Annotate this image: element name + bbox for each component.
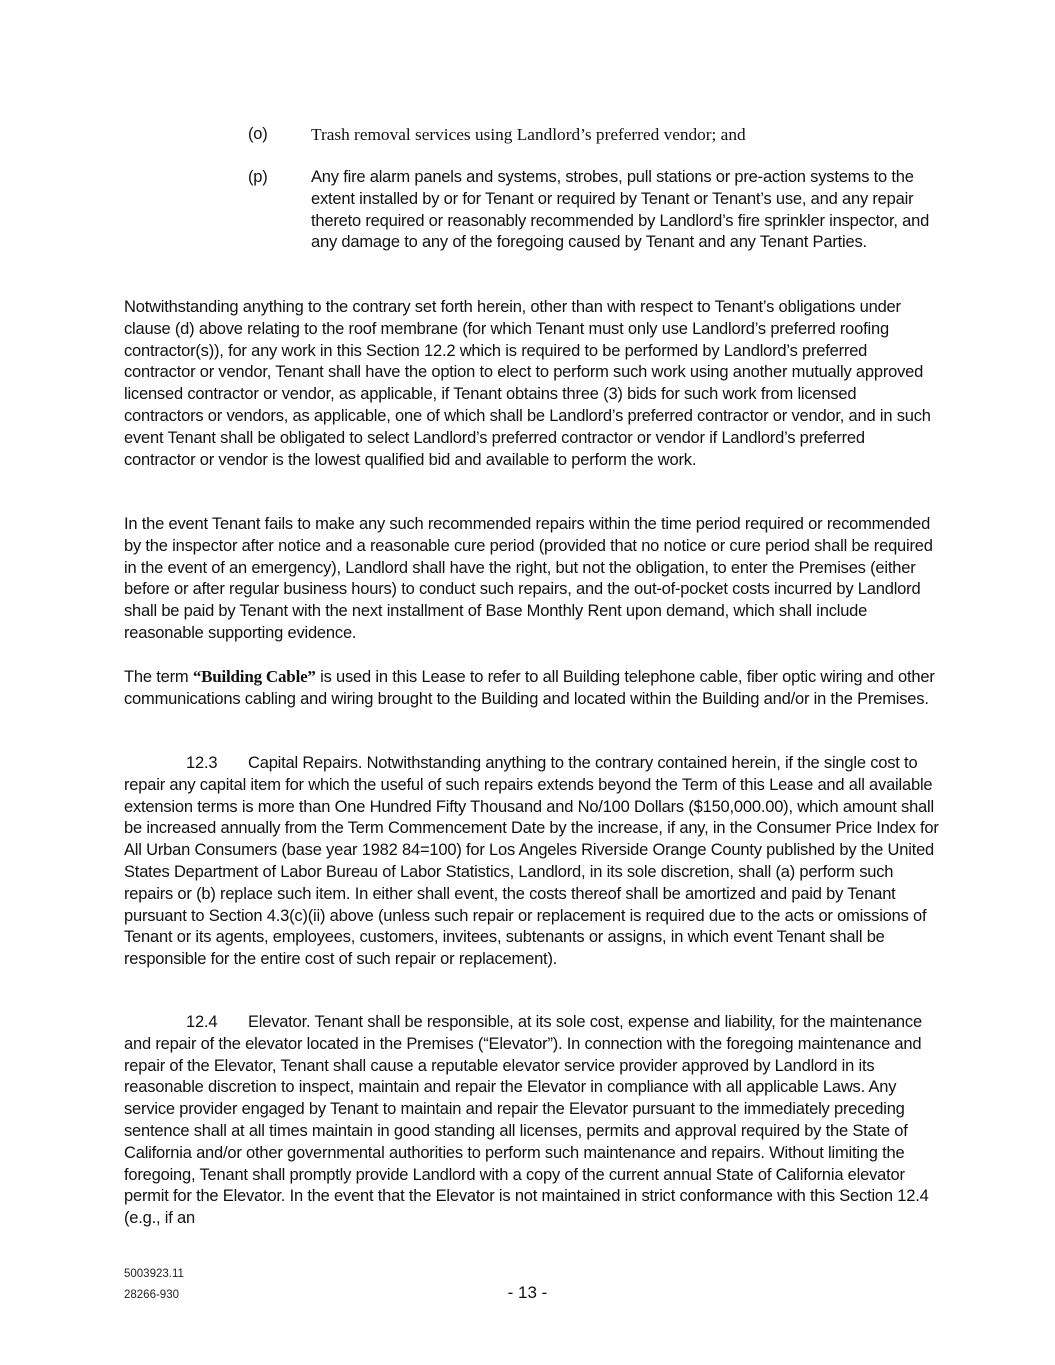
section-12-3: [124, 753, 939, 971]
section-number: 12.3: [186, 754, 218, 772]
paragraph-text: Notwithstanding anything to the contrary set forth herein, other than with respect to Tenant’s obligations under clause (d) above relating to the roof membrane (for which Tenant must only use Landlord’s preferred roofing contractor(s)), for any work in this Section 12.2 which is required to be performed by Landlord’s preferred contractor or vendor, Tenant shall have the option to elect to perform such work using another mutually approved licensed contractor or vendor, as applicable, if Tenant obtains three (3) bids for such work from licensed contractors or vendors, as applicable, one of which shall be Landlord’s preferred contractor or vendor, and in such event Tenant shall be obligated to select Landlord’s preferred contractor or vendor if Landlord’s preferred contractor or vendor is the lowest qualified bid and available to perform the work.: [124, 298, 931, 469]
paragraph-notwithstanding: [124, 297, 939, 471]
list-item-text: Trash removal services using Landlord’s preferred vendor; and: [311, 125, 746, 144]
footer-matter-id: 28266-930: [124, 1289, 179, 1301]
cable-rest: is used in this Lease to refer to all Building telephone cable, fiber optic wiring and other communications cabling and wiring brought to the Building and located within the Building and/or in the Premises.: [124, 668, 935, 708]
cable-prefix: The term: [124, 668, 193, 686]
list-item-label: (p): [248, 168, 268, 186]
paragraph-event-fails: [124, 514, 939, 645]
list-item-text: Any fire alarm panels and systems, strobes, pull stations or pre-action systems to the extent installed by or for Tenant or required by Tenant or Tenant’s use, and any repair thereto required or reasonably recommended by Landlord’s fire sprinkler inspector, and any damage to any of the foregoing caused by Tenant and any Tenant Parties.: [311, 168, 930, 252]
section-text: [124, 1012, 939, 1230]
section-12-4: [124, 1012, 939, 1230]
footer-doc-id: 5003923.11: [124, 1268, 184, 1280]
paragraph-text: In the event Tenant fails to make any such recommended repairs within the time period required or recommended by the inspector after notice and a reasonable cure period (provided that no notice or cure period shall be required in the event of an emergency), Landlord shall have the right, but not the obligation, to enter the Premises (either before or after regular business hours) to conduct such repairs, and the out-of-pocket costs incurred by Landlord shall be paid by Tenant with the next installment of Base Monthly Rent upon demand, which shall include reasonable supporting evidence.: [124, 515, 933, 642]
paragraph-building-cable: [124, 666, 939, 711]
section-title: Elevator: [248, 1013, 307, 1031]
page-number: - 13 -: [507, 1283, 548, 1302]
list-item-label: (o): [248, 125, 268, 143]
section-number: 12.4: [186, 1013, 218, 1031]
section-body: . Notwithstanding anything to the contrary contained herein, if the single cost to repair any capital item for which the useful of such repairs extends beyond the Term of this Lease and all available extension terms is more than One Hundred Fifty Thousand and No/100 Dollars ($150,000.00), which amount shall be increased annually from the Term Commencement Date by the increase, if any, in the Consumer Price Index for All Urban Consumers (base year 1982 84=100) for Los Angeles Riverside Orange County published by the United States Department of Labor Bureau of Labor Statistics, Landlord, in its sole discretion, shall (a) perform such repairs or (b) replace such item. In either shall event, the costs thereof shall be amortized and paid by Tenant pursuant to Section 4.3(c)(ii) above (unless such repair or replacement is required due to the acts or omissions of Tenant or its agents, employees, customers, invitees, subtenants or assigns, in which event Tenant shall be responsible for the entire cost of such repair or replacement).: [124, 754, 939, 969]
paragraph-text: [124, 666, 939, 711]
defined-term-building-cable: “Building Cable”: [192, 667, 316, 686]
section-title: Capital Repairs: [248, 754, 358, 772]
section-text: [124, 753, 939, 971]
section-body: . Tenant shall be responsible, at its sole cost, expense and liability, for the maintenance and repair of the elevator located in the Premises (“Elevator”). In connection with the foregoing maintenance and repair of the Elevator, Tenant shall cause a reputable elevator service provider approved by Landlord in its reasonable discretion to inspect, maintain and repair the Elevator in compliance with all applicable Laws. Any service provider engaged by Tenant to maintain and repair the Elevator pursuant to the immediately preceding sentence shall at all times maintain in good standing all licenses, permits and approval required by the State of California and/or other governmental authorities to perform such maintenance and repairs. Without limiting the foregoing, Tenant shall promptly provide Landlord with a copy of the current annual State of California elevator permit for the Elevator. In the event that the Elevator is not maintained in strict conformance with this Section 12.4 (e.g., if an: [124, 1013, 929, 1228]
